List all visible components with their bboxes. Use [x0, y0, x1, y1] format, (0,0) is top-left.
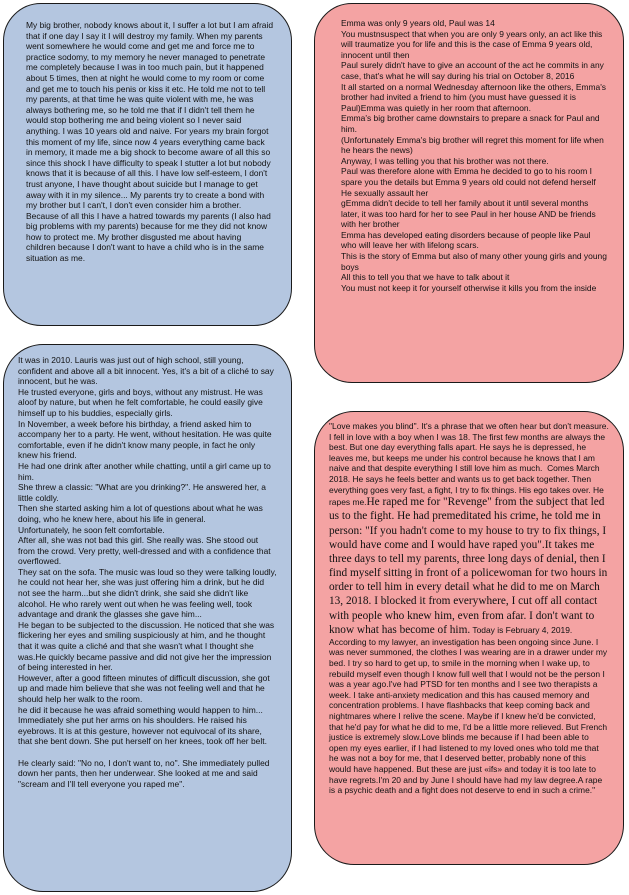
testimony-paragraph: Emma was only 9 years old, Paul was 14 [341, 18, 495, 28]
testimony-paragraph: You mustnsuspect that when you are only 9 years only, an act like this will traumatize you for life and this is the case of Emma 9 years old, innocent until then [341, 28, 605, 60]
testimony-paragraph: Then she started asking him a lot of questions about what he was doing, who he knew here, about his life in general. [18, 503, 266, 524]
testimony-paragraph: Unfortunately, he soon felt comfortable. [18, 524, 165, 535]
testimony-paragraph: Immediately she put her arms on his shoulders. He raised his eyebrows. It is at this gesture, however not equivocal of its share, that she bent down. She put herself on her knees, took off her belt. [18, 715, 267, 747]
testimony-paragraph: They sat on the sofa. The music was loud so they were talking loudly, he could not hear her, she was just offering him a drink, but he did not see the harm...but she didn't drink, she said she didn't like alcohol. He who rarely went out when he was feeling well, took advantage and drank the glasses she gave him... [18, 566, 279, 620]
testimony-card-lauris [3, 344, 292, 892]
testimony-paragraph: He clearly said: "No no, I don't want to, no". She immediately pulled down her pants, then her underwear. She looked at me and said "scream and I'll tell everyone you raped me". [18, 757, 272, 789]
testimony-paragraph: In November, a week before his birthday, a friend asked him to accompany her to a party. He went, without hesitation. He was quite comfortable, even if he didn't know many people, in fact he only knew his friend. [18, 418, 274, 461]
testimony-paragraph: He had one drink after another while chatting, until a girl came up to him. [18, 460, 274, 482]
testimony-paragraph: However, after a good fifteen minutes of difficult discussion, she got up and made him believe that she was not feeling well and that he should help her walk to the room. [18, 672, 273, 704]
testimony-paragraph: My big brother, nobody knows about it, I suffer a lot but I am afraid that if one day I say it I will destroy my family. When my parents went somewhere he would come and get me and force me to practice sodomy, to my memory he never managed to penetrate me completely because I was in too much pain, but it happened about 5 times, then at night he would come to my room or come and get me to touch his penis or kiss it etc. He told me not to tell my parents, at that time he was quite violent with me, he was always bothering me, so he told me that if I didn't tell them he would stop bothering me and being violent so I never said anything. I was 10 years old and naive. For years my brain forgot this moment of my life, since now 4 years everything came back in memory, it made me a big shock to become aware of all this so since this shock I have difficulty to speak I stutter a lot but nobody knows that it is because of all this. I have low self-esteem, I don't trust anyone, I have thought about suicide but I manage to get away with it in my silence... My parents try to create a bond with my brother but I can't, I don't even consider him a brother. Because of all this I have a hatred towards my parents (I also had big problems with my parents) because for me they did not know how to protect me. My brother disgusted me about having children because I don't want to have a child who is in the same situation as me. [26, 20, 276, 264]
testimony-paragraph: He sexually assault her [341, 187, 429, 198]
testimony-paragraph: This is the story of Emma but also of many other young girls and young boys [341, 251, 610, 272]
testimony-paragraph: Paul surely didn't have to give an account of the act he commits in any case, that's what he will say during his trial on October 8, 2016 [341, 60, 607, 81]
testimony-paragraph: She threw a classic: "What are you drinking?". He answered her, a little coldly. [18, 482, 269, 503]
testimony-paragraph: Paul was therefore alone with Emma he decided to go to his room I spare you the details but Emma 9 years old could not defend herself [341, 166, 596, 187]
testimony-paragraph: gEmma didn't decide to tell her family about it until several months later, it was too hard for her to see Paul in her house AND be friends with her brother [341, 198, 599, 230]
testimony-paragraph: He began to be subjected to the discussion. He noticed that she was flickering her eyes and smiling suspiciously at him, and he thought that it was quite a cliché and that she wasn't what I thought she was.He quickly became passive and did not give her the impression of being interested in her. [18, 619, 277, 673]
testimony-paragraph [18, 747, 277, 758]
testimony-card-love-blind [314, 411, 624, 865]
testimony-text-part3: Today is February 4, 2019. According to my lawyer, an investigation has been ongoing since June. I was never summoned, the clothes I was wearing are in a drawer under my bed. I try so hard to get up, to smile in the morning when I wake up, to rebuild myself even though I know full well that I would not be the person I was a year ago.I've had PTSD for ten months and I see two therapists a week. I take anti-anxiety medication and this has caused memory and concentration problems. I have flashbacks that keep coming back and nightmares where I relive the scene. Maybe if I knew he'd be convicted, that he'd pay for what he did to me, I'd be a little more relieved. But French justice is extremely slow.Love blinds me because if I had been able to open my eyes earlier, if I had listened to my loved ones who told me that he was not a boy for me, that I deserved better, probably none of this would have happened. But these are just «ifs» and today it is too late to have regrets.I'm 20 and by June I should have had my law degree.A rape is a psychic death and a fight does not deserve to end in such a crime." [329, 624, 610, 796]
testimony-paragraph: (Unfortunately Emma's big brother will regret this moment for life when he hears the news) [341, 134, 607, 156]
testimony-paragraph: He trusted everyone, girls and boys, without any mistrust. He was aloof by nature, but when he felt comfortable, he could easily give himself up to his buddies, especially girls. [18, 386, 266, 418]
testimony-paragraph: Emma's big brother came downstairs to prepare a snack for Paul and him. [341, 113, 602, 134]
testimony-paragraph: Emma has developed eating disorders because of people like Paul who will leave her with lifelong scars. [341, 229, 593, 251]
testimony-text-block [329, 421, 612, 796]
testimony-paragraph: All this to tell you that we have to talk about it [341, 272, 510, 283]
testimony-paragraph: Anyway, I was telling you that his brother was not there. [341, 155, 549, 166]
testimony-card-emma [314, 3, 624, 383]
testimony-paragraph: he did it because he was afraid something would happen to him... [18, 704, 263, 715]
testimony-paragraph: It was in 2010. Lauris was just out of high school, still young, confident and above all a bit innocent. Yes, it's a bit of a cliché to say innocent, but he was. [18, 355, 277, 387]
testimony-paragraph: It all started on a normal Wednesday afternoon like the others, Emma's brother had invited a friend to him (you must have guessed it is Paul)Emma was quietly in her room that afternoon. [341, 81, 609, 113]
testimony-text-part1: "Love makes you blind". It's a phrase that we often hear but don't measure. I fell in love with a boy when I was 18. The first few months are always the best. But one day everything falls apart. He says he is depressed, he leaves me, but keeps me under his control because he knows that I am naive and that despite everything I still love him as much. Comes March 2018. He says he feels better and wants us to get back together. Then everything goes very fast, a fight, I try to fix things. His ego takes over. He rapes me. [329, 421, 612, 508]
testimony-card-brother [3, 3, 292, 326]
testimony-paragraph: After all, she was not bad this girl. She really was. She stood out from the crowd. Very pretty, well-dressed and with a confidence that overflowed. [18, 535, 273, 567]
testimony-paragraph: You must not keep it for yourself otherwise it kills you from the inside [341, 282, 597, 293]
testimony-text-part2: He raped me for "Revenge" from the subject that led us to the fight. He had premeditated his crime, he told me in person: "If you hadn't come to my house to try to fix things, I would have come and I would have raped you".It takes me three days to tell my parents, three long days of denial, then I find myself sitting in front of a policewoman for two hours in order to tell him in every detail what he did to me on March 13, 2018. I blocked it from everywhere, I cut off all contact with people who knew him, even from afar. I don't want to know what has become of him. [329, 496, 611, 636]
